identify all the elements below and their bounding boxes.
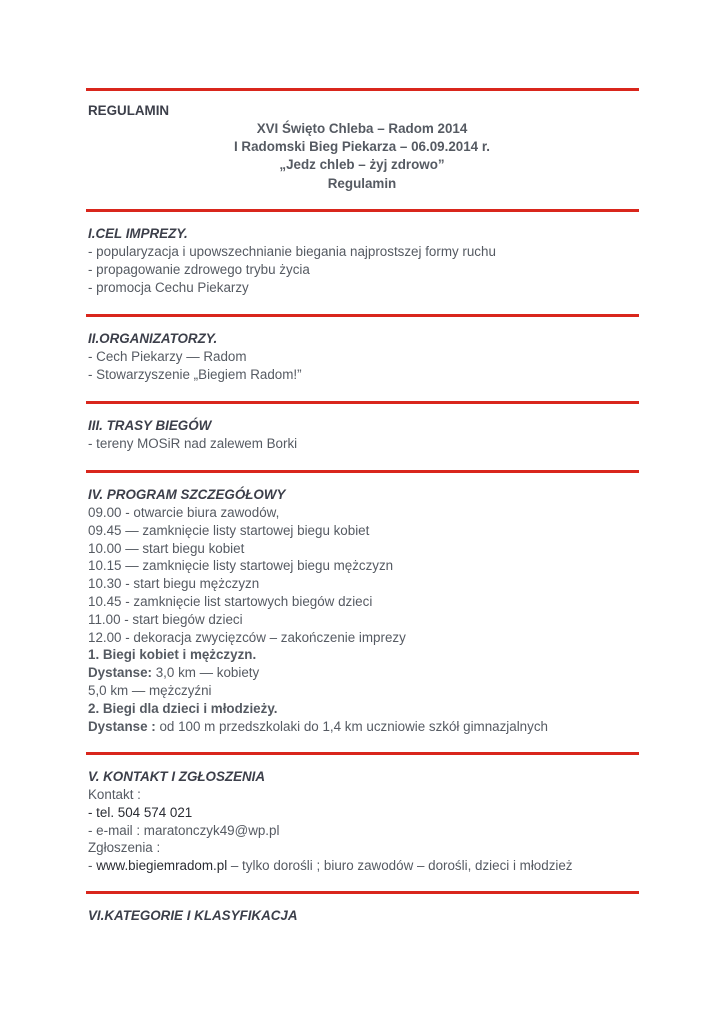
list-item: - Cech Piekarzy — Radom — [88, 349, 247, 364]
header-block — [88, 103, 648, 118]
section-title: VI.KATEGORIE I KLASYFIKACJA — [88, 908, 298, 923]
section-cel — [88, 225, 648, 296]
title-line-event: XVI Święto Chleba – Radom 2014 — [256, 121, 468, 136]
section-title: II.ORGANIZATORZY. — [88, 331, 218, 346]
list-item: - promocja Cechu Piekarzy — [88, 279, 249, 295]
section-organizatorzy — [88, 330, 648, 384]
registration-label: Zgłoszenia : — [88, 840, 161, 856]
contact-label: Kontakt : — [88, 787, 141, 802]
section-divider — [86, 209, 639, 212]
title-line-regulamin: Regulamin — [327, 175, 397, 191]
schedule-item: 10.30 - start biegu mężczyzn — [88, 576, 260, 592]
section-title: III. TRASY BIEGÓW — [88, 418, 212, 433]
schedule-item: 10.45 - zamknięcie list startowych biegów dzieci — [88, 593, 373, 609]
section-kontakt — [88, 768, 648, 875]
section-divider — [86, 752, 639, 755]
section-kategorie — [88, 907, 648, 925]
registration-prefix: - — [88, 858, 97, 874]
kids-distances — [88, 718, 648, 736]
adult-runs-heading: 1. Biegi kobiet i mężczyzn. — [88, 647, 257, 663]
section-program — [88, 486, 648, 735]
adult-distances-value: 3,0 km — kobiety — [152, 665, 260, 681]
section-divider — [86, 88, 639, 91]
contact-email: - e-mail : maratonczyk49@wp.pl — [88, 822, 280, 838]
kids-distances-value: od 100 m przedszkolaki do 1,4 km uczniowie szkół gimnazjalnych — [155, 718, 548, 734]
title-line-run: I Radomski Bieg Piekarza – 06.09.2014 r. — [233, 139, 491, 155]
list-item: - propagowanie zdrowego trybu życia — [88, 261, 310, 277]
adult-distances-label: Dystanse: — [88, 665, 153, 681]
section-title: V. KONTAKT I ZGŁOSZENIA — [88, 769, 266, 784]
schedule-item: 11.00 - start biegów dzieci — [88, 611, 243, 627]
adult-distances — [88, 664, 648, 682]
section-divider — [86, 401, 639, 404]
list-item: - popularyzacja i upowszechnianie biegania najprostszej formy ruchu — [88, 244, 496, 259]
kids-distances-label: Dystanse : — [88, 718, 156, 734]
section-title: I.CEL IMPREZY. — [88, 226, 188, 241]
section-divider — [86, 470, 639, 473]
kids-runs-heading: 2. Biegi dla dzieci i młodzieży. — [88, 700, 278, 716]
schedule-item: 12.00 - dekoracja zwycięzców – zakończenie imprezy — [88, 629, 406, 645]
registration-link[interactable]: www.biegiemradom.pl — [96, 858, 228, 874]
schedule-item: 09.45 — zamknięcie listy startowej biegu kobiet — [88, 522, 370, 538]
list-item: - tereny MOSiR nad zalewem Borki — [88, 436, 298, 451]
section-divider — [86, 891, 639, 894]
list-item: - Stowarzyszenie „Biegiem Radom!” — [88, 366, 302, 382]
section-title: IV. PROGRAM SZCZEGÓŁOWY — [88, 487, 286, 502]
schedule-item: 09.00 - otwarcie biura zawodów, — [88, 505, 280, 520]
adult-distances-men: 5,0 km — mężczyźni — [88, 682, 212, 698]
schedule-item: 10.00 — start biegu kobiet — [88, 540, 245, 556]
section-divider — [86, 314, 639, 317]
title-line-motto: „Jedz chleb – żyj zdrowo” — [279, 157, 445, 173]
title-block — [88, 120, 636, 193]
document-label: REGULAMIN — [88, 103, 170, 118]
contact-phone: - tel. 504 574 021 — [88, 804, 193, 820]
section-trasy — [88, 417, 648, 453]
registration-line — [88, 857, 648, 875]
registration-suffix: – tylko dorośli ; biuro zawodów – dorośli, dzieci i młodzież — [227, 858, 573, 874]
schedule-item: 10.15 — zamknięcie listy startowej biegu mężczyzn — [88, 558, 394, 574]
